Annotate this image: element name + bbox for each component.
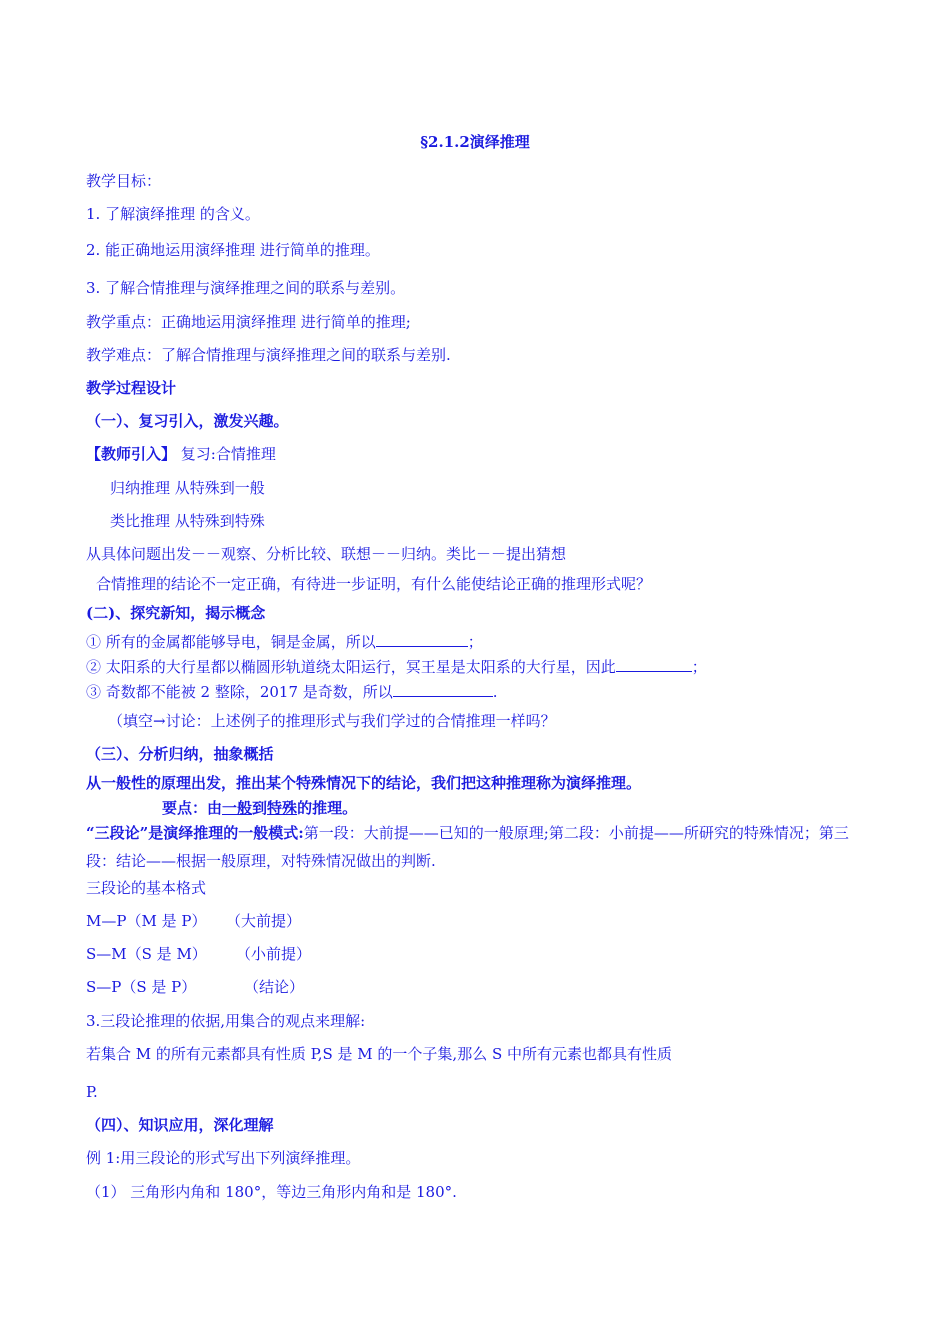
format-row [86, 944, 311, 964]
format-heading: 三段论的基本格式 [86, 879, 207, 897]
basis-heading: 3.三段论推理的依据,用集合的观点来理解: [86, 1012, 366, 1030]
goal-item: 2. 能正确地运用演绎推理 进行简单的推理。 [86, 241, 380, 259]
example-end: ； [691, 658, 707, 676]
process-text: 从具体问题出发－－观察、分析比较、联想－－归纳。类比－－提出猜想 [86, 545, 567, 563]
format-label: （小前提） [236, 945, 312, 963]
fill-blank [616, 657, 692, 672]
key-point: 教学重点：正确地运用演绎推理 进行简单的推理; [86, 313, 411, 331]
example-line-3 [86, 682, 498, 702]
example-line-2 [86, 657, 707, 677]
syllogism-lead: “三段论”是演绎推理的一般模式: [86, 824, 304, 842]
process-heading: 教学过程设计 [86, 379, 177, 397]
induction-line: 归纳推理 从特殊到一般 [110, 479, 265, 497]
review-text: 复习:合情推理 [176, 445, 276, 463]
section1-heading: （一）、复习引入，激发兴趣。 [86, 412, 289, 430]
format-expr: S—P（S 是 P） [86, 978, 197, 996]
point-special: 特殊 [267, 799, 298, 817]
point-prefix: 要点：由 [162, 799, 223, 817]
goal-item: 1. 了解演绎推理 的含义。 [86, 205, 260, 223]
syllogism-paragraph [86, 819, 866, 875]
format-expr: S—M（S 是 M） [86, 945, 207, 963]
analogy-line: 类比推理 从特殊到特殊 [110, 512, 265, 530]
basis-tail: P. [86, 1083, 98, 1101]
format-label: （大前提） [226, 912, 302, 930]
fill-blank [393, 682, 493, 697]
example-text: ③ 奇数都不能被 2 整除，2017 是奇数，所以 [86, 683, 393, 701]
example-heading: 例 1:用三段论的形式写出下列演绎推理。 [86, 1149, 361, 1167]
document-title: §2.1.2演绎推理 [420, 133, 530, 151]
point-suffix: 的推理。 [297, 799, 358, 817]
example-text: ② 太阳系的大行星都以椭圆形轨道绕太阳运行，冥王星是太阳系的大行星，因此 [86, 658, 616, 676]
section4-heading: （四）、知识应用，深化理解 [86, 1116, 274, 1134]
example-item: （1） 三角形内角和 180°，等边三角形内角和是 180°. [86, 1183, 457, 1201]
key-point-line [162, 798, 357, 818]
format-expr: M—P（M 是 P） [86, 912, 207, 930]
section3-heading: （三）、分析归纳，抽象概括 [86, 745, 274, 763]
difficulty: 教学难点：了解合情推理与演绎推理之间的联系与差别. [86, 346, 451, 364]
point-general: 一般 [222, 799, 253, 817]
format-row [86, 977, 304, 997]
basis-text: 若集合 M 的所有元素都具有性质 P,S 是 M 的一个子集,那么 S 中所有元素也都具有性质 [86, 1045, 673, 1063]
teacher-intro-line [86, 444, 276, 464]
example-end: ； [467, 633, 483, 651]
discussion-text: （填空→讨论：上述例子的推理形式与我们学过的合情推理一样吗？ [108, 712, 556, 730]
question-text: 合情推理的结论不一定正确，有待进一步证明，有什么能使结论正确的推理形式呢？ [96, 575, 652, 593]
format-row [86, 911, 301, 931]
section2-heading: (二)、探究新知，揭示概念 [86, 604, 266, 622]
example-text: ① 所有的金属都能够导电，铜是金属，所以 [86, 633, 376, 651]
example-line-1 [86, 632, 483, 652]
syllogism-text: 第一段：大前提——已知的一般原理;第二段：小前提——所研究的特殊情况；第三段：结论——根据一般原理，对特殊情况做出的判断. [86, 824, 849, 870]
format-label: （结论） [244, 978, 305, 996]
goal-item: 3. 了解合情推理与演绎推理之间的联系与差别。 [86, 279, 406, 297]
teacher-label: 【教师引入】 [86, 445, 177, 463]
point-to: 到 [252, 799, 268, 817]
goals-heading: 教学目标： [86, 172, 162, 190]
fill-blank [376, 632, 468, 647]
example-end: . [492, 683, 498, 701]
definition-text: 从一般性的原理出发，推出某个特殊情况下的结论，我们把这种推理称为演绎推理。 [86, 774, 642, 792]
